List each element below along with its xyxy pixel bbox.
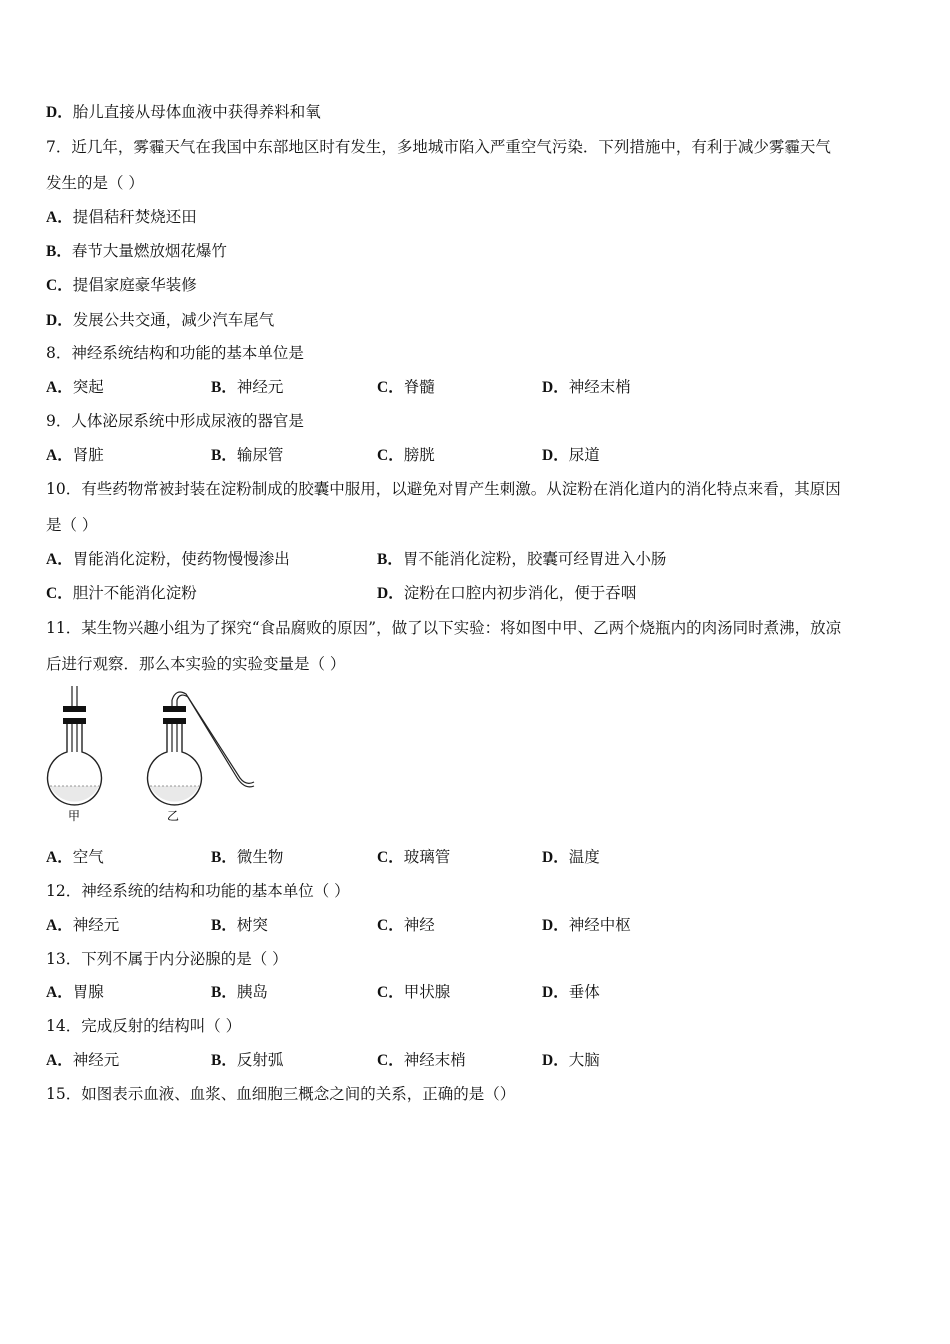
option-text: 玻璃管 bbox=[403, 848, 451, 866]
q12-option-b bbox=[211, 915, 268, 936]
option-label: C． bbox=[377, 447, 404, 464]
q10-option-c bbox=[46, 583, 197, 604]
q11-option-c bbox=[377, 847, 450, 868]
q9-option-c bbox=[377, 445, 435, 466]
q13-option-c bbox=[377, 982, 450, 1003]
option-text: 神经 bbox=[403, 916, 435, 934]
option-text: 神经末梢 bbox=[568, 378, 631, 396]
option-label: B． bbox=[377, 551, 403, 568]
option-text: 淀粉在口腔内初步消化，便于吞咽 bbox=[403, 584, 637, 602]
option-text: 胆汁不能消化淀粉 bbox=[72, 584, 197, 602]
q11-stem-line2: 后进行观察．那么本实验的实验变量是（ ） bbox=[46, 655, 346, 673]
q10-option-d bbox=[377, 583, 636, 604]
option-text: 胰岛 bbox=[236, 983, 268, 1001]
option-label: C． bbox=[377, 917, 404, 934]
option-text: 胃不能消化淀粉，胶囊可经胃进入小肠 bbox=[402, 550, 667, 568]
q13-option-a bbox=[46, 982, 104, 1003]
stopper-band bbox=[163, 718, 186, 724]
option-label: A． bbox=[46, 379, 73, 396]
option-text: 发展公共交通，减少汽车尾气 bbox=[72, 311, 275, 329]
q9-option-a bbox=[46, 445, 104, 466]
q13-option-b bbox=[211, 982, 268, 1003]
option-text: 神经末梢 bbox=[403, 1051, 466, 1069]
option-text: 胃腺 bbox=[72, 983, 104, 1001]
q10-option-b bbox=[377, 549, 666, 570]
q13-stem: 13．下列不属于内分泌腺的是（ ） bbox=[46, 950, 288, 968]
flask-yi bbox=[148, 692, 255, 805]
q14-stem: 14．完成反射的结构叫（ ） bbox=[46, 1017, 242, 1035]
q9-stem: 9．人体泌尿系统中形成尿液的器官是 bbox=[46, 412, 304, 430]
q9-option-b bbox=[211, 445, 283, 466]
option-label: A． bbox=[46, 551, 73, 568]
q11-option-b bbox=[211, 847, 283, 868]
option-label: D． bbox=[542, 917, 569, 934]
q12-option-c bbox=[377, 915, 435, 936]
option-text: 脊髓 bbox=[403, 378, 435, 396]
option-label: B． bbox=[211, 447, 237, 464]
q7-option-c bbox=[46, 275, 197, 296]
q12-stem: 12．神经系统的结构和功能的基本单位（ ） bbox=[46, 882, 350, 900]
option-label: A． bbox=[46, 917, 73, 934]
option-text: 树突 bbox=[236, 916, 268, 934]
option-text: 微生物 bbox=[236, 848, 284, 866]
option-text: 突起 bbox=[72, 378, 104, 396]
q8-stem: 8．神经系统结构和功能的基本单位是 bbox=[46, 344, 304, 362]
option-label: A． bbox=[46, 447, 73, 464]
option-text: 反射弧 bbox=[236, 1051, 284, 1069]
q8-option-a bbox=[46, 377, 104, 398]
stopper-band bbox=[163, 706, 186, 712]
option-label: A． bbox=[46, 209, 73, 226]
q7-stem-line2: 发生的是（ ） bbox=[46, 174, 144, 192]
flask-jia bbox=[48, 686, 102, 805]
q10-stem-line1: 10．有些药物常被封装在淀粉制成的胶囊中服用，以避免对胃产生刺激。从淀粉在消化道内的消化特点来看，其原因 bbox=[46, 480, 841, 498]
option-text: 神经元 bbox=[72, 916, 120, 934]
option-label: B． bbox=[211, 917, 237, 934]
option-label: C． bbox=[377, 1052, 404, 1069]
option-text: 肾脏 bbox=[72, 446, 104, 464]
option-text: 垂体 bbox=[568, 983, 600, 1001]
option-label: D． bbox=[542, 1052, 569, 1069]
option-label: B． bbox=[46, 243, 72, 260]
option-label: C． bbox=[377, 849, 404, 866]
option-text: 胃能消化淀粉，使药物慢慢渗出 bbox=[72, 550, 290, 568]
q8-option-d bbox=[542, 377, 631, 398]
q10-stem-line2: 是（ ） bbox=[46, 516, 98, 534]
option-label: D． bbox=[542, 379, 569, 396]
option-text: 提倡秸秆焚烧还田 bbox=[72, 208, 197, 226]
q14-option-d bbox=[542, 1050, 600, 1071]
option-label: B． bbox=[211, 984, 237, 1001]
option-text: 输尿管 bbox=[236, 446, 284, 464]
option-label: C． bbox=[377, 379, 404, 396]
option-label: A． bbox=[46, 849, 73, 866]
stopper-band bbox=[63, 706, 86, 712]
flask-diagram bbox=[40, 686, 270, 826]
option-label: D． bbox=[542, 849, 569, 866]
q11-option-a bbox=[46, 847, 104, 868]
q8-option-c bbox=[377, 377, 435, 398]
option-text: 胎儿直接从母体血液中获得养料和氧 bbox=[72, 103, 321, 121]
option-text: 提倡家庭豪华装修 bbox=[72, 276, 197, 294]
q14-option-c bbox=[377, 1050, 466, 1071]
option-text: 空气 bbox=[72, 848, 104, 866]
q6-option-d bbox=[46, 102, 321, 123]
option-label: A． bbox=[46, 984, 73, 1001]
q13-option-d bbox=[542, 982, 600, 1003]
q8-option-b bbox=[211, 377, 283, 398]
option-label: A． bbox=[46, 1052, 73, 1069]
q7-stem-line1: 7．近几年，雾霾天气在我国中东部地区时有发生，多地城市陷入严重空气污染．下列措施中，有利于减少雾霾天气 bbox=[46, 138, 831, 156]
q14-option-a bbox=[46, 1050, 119, 1071]
option-label: B． bbox=[211, 1052, 237, 1069]
option-label: D． bbox=[46, 312, 73, 329]
option-label: C． bbox=[46, 277, 73, 294]
q7-option-b bbox=[46, 241, 227, 262]
flask-experiment-figure bbox=[40, 686, 270, 826]
flask-yi-label: 乙 bbox=[167, 809, 180, 823]
q7-option-a bbox=[46, 207, 197, 228]
option-text: 大脑 bbox=[568, 1051, 600, 1069]
option-label: B． bbox=[211, 849, 237, 866]
option-label: D． bbox=[542, 984, 569, 1001]
option-text: 神经元 bbox=[236, 378, 284, 396]
option-text: 神经元 bbox=[72, 1051, 120, 1069]
stopper-band bbox=[63, 718, 86, 724]
q11-stem-line1: 11．某生物兴趣小组为了探究“食品腐败的原因”，做了以下实验：将如图中甲、乙两个烧瓶内的肉汤同时煮沸，放凉 bbox=[46, 619, 842, 637]
option-text: 春节大量燃放烟花爆竹 bbox=[71, 242, 227, 260]
option-label: C． bbox=[46, 585, 73, 602]
option-label: C． bbox=[377, 984, 404, 1001]
option-label: D． bbox=[46, 104, 73, 121]
option-label: B． bbox=[211, 379, 237, 396]
q14-option-b bbox=[211, 1050, 283, 1071]
option-label: D． bbox=[542, 447, 569, 464]
option-label: D． bbox=[377, 585, 404, 602]
q11-option-d bbox=[542, 847, 600, 868]
option-text: 甲状腺 bbox=[403, 983, 451, 1001]
q12-option-a bbox=[46, 915, 119, 936]
q9-option-d bbox=[542, 445, 600, 466]
q15-stem: 15．如图表示血液、血浆、血细胞三概念之间的关系，正确的是（） bbox=[46, 1085, 516, 1103]
flask-jia-label: 甲 bbox=[68, 809, 81, 823]
option-text: 尿道 bbox=[568, 446, 600, 464]
q7-option-d bbox=[46, 310, 274, 331]
q10-option-a bbox=[46, 549, 290, 570]
option-text: 温度 bbox=[568, 848, 600, 866]
option-text: 膀胱 bbox=[403, 446, 435, 464]
option-text: 神经中枢 bbox=[568, 916, 631, 934]
q12-option-d bbox=[542, 915, 631, 936]
